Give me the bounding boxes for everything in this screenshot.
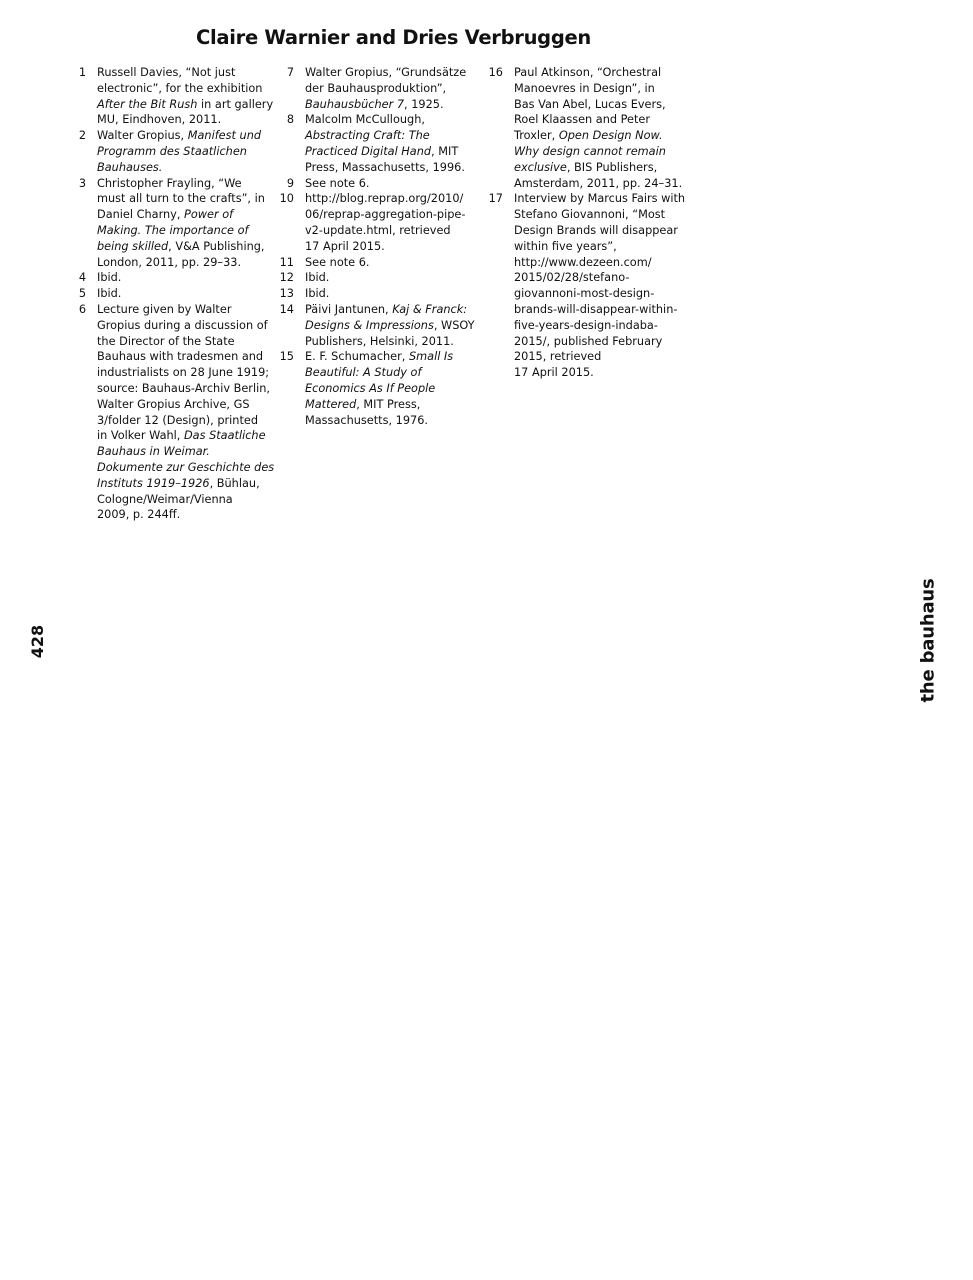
text-segment: Cologne/Weimar/Vienna [97, 492, 233, 506]
footnote-line [305, 334, 478, 350]
text-segment: 17 April 2015. [514, 366, 594, 380]
page-number-container [20, 623, 56, 659]
footnote-line [514, 65, 689, 81]
italic-text: Why design cannot remain [514, 144, 666, 158]
footnote-number: 2 [78, 129, 86, 143]
italic-text: Economics As If People [305, 381, 436, 395]
text-segment: Amsterdam, 2011, pp. 24–31. [514, 176, 683, 190]
footnote-text [305, 65, 478, 112]
footnote-15 [268, 349, 478, 428]
footnote-number: 9 [286, 176, 294, 190]
notes-column-1 [60, 65, 275, 523]
footnote-line [514, 176, 689, 192]
footnote-number: 13 [279, 287, 294, 301]
footnote-text [97, 176, 270, 271]
text-segment: See note 6. [305, 255, 370, 269]
footnote-text [305, 112, 478, 175]
italic-text: Bauhauses. [97, 160, 163, 174]
footnote-line [514, 207, 689, 223]
footnote-line [514, 349, 689, 365]
text-segment: electronic”, for the exhibition [97, 81, 263, 95]
italic-text: being skilled [97, 239, 169, 253]
footnote-line [97, 176, 270, 192]
footnote-line [97, 492, 274, 508]
footnote-line [97, 413, 274, 429]
footnote-text [97, 65, 273, 128]
text-segment: v2-update.html, retrieved [305, 223, 451, 237]
footnote-line [514, 144, 689, 160]
footnote-number: 11 [279, 255, 294, 269]
footnote-line [97, 381, 274, 397]
italic-text: Dokumente zur Geschichte des [97, 460, 275, 474]
footnote-line [514, 255, 689, 271]
text-segment: , V&A Publishing, [168, 239, 265, 253]
italic-text: Programm des Staatlichen [97, 144, 247, 158]
footnote-14 [268, 302, 478, 349]
text-segment: Bauhaus with tradesmen and [97, 350, 264, 364]
text-segment: Ibid. [305, 287, 330, 301]
footnote-text [305, 302, 478, 349]
footnote-2 [60, 128, 270, 175]
text-segment: Walter Gropius Archive, GS [97, 397, 250, 411]
running-title-container [906, 577, 950, 703]
footnote-line [305, 239, 478, 255]
footnote-line [514, 81, 689, 97]
footnote-number: 7 [286, 66, 294, 79]
footnote-line [305, 223, 478, 239]
footnote-number: 4 [78, 271, 86, 285]
text-segment: http://blog.reprap.org/2010/ [305, 192, 464, 206]
running-title: the bauhaus [917, 577, 939, 703]
text-segment: Troxler, [514, 129, 559, 143]
footnote-text [305, 270, 478, 286]
footnote-line [305, 81, 478, 97]
text-segment: Russell Davies, “Not just [97, 66, 236, 79]
footnote-line [97, 286, 270, 302]
italic-text: Designs & Impressions [305, 318, 434, 332]
footnote-3 [60, 176, 270, 271]
text-segment: must all turn to the crafts”, in [97, 192, 265, 206]
text-segment: 17 April 2015. [305, 239, 385, 253]
footnote-line [305, 65, 478, 81]
footnote-line [305, 144, 478, 160]
italic-text: After the Bit Rush [97, 97, 198, 111]
text-segment: http://www.dezeen.com/ [514, 255, 652, 269]
footnote-line [514, 97, 689, 113]
footnote-line [514, 318, 689, 334]
text-segment: in art gallery [197, 97, 274, 111]
footnote-text [97, 302, 274, 523]
text-segment: Press, Massachusetts, 1996. [305, 160, 465, 174]
page-number: 428 [28, 624, 48, 658]
italic-text: Manifest und [187, 129, 262, 143]
text-segment: five-years-design-indaba- [514, 318, 658, 332]
footnote-16 [477, 65, 689, 191]
footnote-11 [268, 255, 478, 271]
footnote-line [305, 286, 478, 302]
footnote-line [305, 318, 478, 334]
footnote-line [97, 365, 274, 381]
text-segment: 2015/, published February [514, 334, 663, 348]
footnote-text [305, 349, 478, 428]
footnote-line [97, 507, 274, 523]
footnote-line [305, 413, 478, 429]
text-segment: brands-will-disappear-within- [514, 302, 678, 316]
footnote-line [305, 97, 478, 113]
footnote-line [97, 476, 274, 492]
footnote-line [305, 128, 478, 144]
text-segment: within five years”, [514, 239, 617, 253]
footnote-17 [477, 191, 689, 381]
text-segment: 2009, p. 244ff. [97, 508, 181, 522]
footnote-line [305, 270, 478, 286]
footnote-line [514, 270, 689, 286]
italic-text: Beautiful: A Study of [305, 366, 422, 380]
text-segment: 3/folder 12 (Design), printed [97, 413, 259, 427]
footnote-number: 16 [488, 66, 503, 79]
text-segment: Massachusetts, 1976. [305, 413, 428, 427]
text-segment: Päivi Jantunen, [305, 302, 393, 316]
text-segment: , MIT Press, [356, 397, 421, 411]
footnote-text [97, 128, 270, 175]
footnote-line [305, 255, 478, 271]
footnote-line [305, 112, 478, 128]
footnote-text [514, 191, 689, 381]
text-segment: E. F. Schumacher, [305, 350, 409, 364]
footnote-5 [60, 286, 270, 302]
footnote-line [97, 428, 274, 444]
footnote-text [97, 270, 270, 286]
footnote-line [305, 207, 478, 223]
footnote-line [514, 365, 689, 381]
text-segment: Publishers, Helsinki, 2011. [305, 334, 454, 348]
footnote-line [97, 460, 274, 476]
text-segment: Lecture given by Walter [97, 302, 232, 316]
text-segment: 06/reprap-aggregation-pipe- [305, 208, 466, 222]
footnote-line [97, 65, 273, 81]
text-segment: Stefano Giovannoni, “Most [514, 208, 666, 222]
footnote-number: 14 [279, 302, 294, 316]
footnote-line [305, 191, 478, 207]
footnote-line [97, 349, 274, 365]
footnote-line [514, 239, 689, 255]
footnote-text [305, 286, 478, 302]
italic-text: Open Design Now. [558, 129, 663, 143]
footnote-line [97, 302, 274, 318]
footnote-text [305, 255, 478, 271]
footnote-line [305, 176, 478, 192]
footnote-number: 1 [78, 66, 86, 79]
footnote-12 [268, 270, 478, 286]
italic-text: Making. The importance of [97, 223, 249, 237]
footnote-line [514, 302, 689, 318]
italic-text: Practiced Digital Hand [305, 144, 432, 158]
italic-text: Small Is [408, 350, 454, 364]
footnote-line [305, 349, 478, 365]
footnote-text [305, 176, 478, 192]
italic-text: Instituts 1919–1926 [97, 476, 210, 490]
footnote-13 [268, 286, 478, 302]
footnote-number: 10 [279, 192, 294, 206]
text-segment: , WSOY [433, 318, 475, 332]
text-segment: , Bühlau, [209, 476, 260, 490]
footnote-line [97, 128, 270, 144]
text-segment: See note 6. [305, 176, 370, 190]
footnote-number: 12 [279, 271, 294, 285]
footnote-line [305, 365, 478, 381]
footnote-number: 17 [488, 192, 503, 206]
footnote-text [305, 191, 478, 254]
footnote-line [97, 144, 270, 160]
footnote-number: 15 [279, 350, 294, 364]
text-segment: Ibid. [97, 287, 122, 301]
text-segment: Malcolm McCullough, [305, 113, 425, 127]
footnote-line [97, 334, 274, 350]
footnote-line [97, 207, 270, 223]
text-segment: , BIS Publishers, [566, 160, 658, 174]
page-title: Claire Warnier and Dries Verbruggen [196, 26, 592, 49]
text-segment: , MIT [431, 144, 459, 158]
italic-text: Mattered [305, 397, 357, 411]
footnote-1 [60, 65, 274, 128]
footnote-line [97, 81, 273, 97]
text-segment: giovannoni-most-design- [514, 287, 655, 301]
italic-text: Bauhaus in Weimar. [97, 445, 210, 459]
notes-column-2 [268, 65, 478, 428]
text-segment: MU, Eindhoven, 2011. [97, 113, 222, 127]
footnote-text [514, 65, 689, 191]
text-segment: in Volker Wahl, [97, 429, 184, 443]
text-segment: London, 2011, pp. 29–33. [97, 255, 242, 269]
footnote-line [97, 239, 270, 255]
footnote-line [514, 160, 689, 176]
footnote-7 [268, 65, 478, 112]
text-segment: Design Brands will disappear [514, 223, 678, 237]
footnote-line [514, 191, 689, 207]
footnote-line [305, 381, 478, 397]
footnote-line [97, 318, 274, 334]
text-segment: , 1925. [404, 97, 444, 111]
footnote-line [97, 255, 270, 271]
footnote-number: 3 [78, 176, 86, 190]
footnote-line [97, 191, 270, 207]
text-segment: 2015, retrieved [514, 350, 602, 364]
italic-text: Bauhausbücher 7 [305, 97, 405, 111]
text-segment: Christopher Frayling, “We [97, 176, 242, 190]
text-segment: Walter Gropius, “Grundsätze [305, 66, 467, 79]
footnote-line [514, 112, 689, 128]
footnote-4 [60, 270, 270, 286]
text-segment: der Bauhausproduktion”, [305, 81, 447, 95]
footnote-line [305, 302, 478, 318]
footnote-line [97, 112, 273, 128]
footnote-line [514, 223, 689, 239]
italic-text: Kaj & Franck: [392, 302, 468, 316]
footnote-line [97, 97, 273, 113]
text-segment: Walter Gropius, [97, 129, 188, 143]
text-segment: source: Bauhaus-Archiv Berlin, [97, 381, 270, 395]
footnote-number: 6 [78, 302, 86, 316]
text-segment: 2015/02/28/stefano- [514, 271, 630, 285]
footnote-line [305, 397, 478, 413]
footnote-8 [268, 112, 478, 175]
footnote-line [514, 286, 689, 302]
italic-text: Power of [184, 208, 234, 222]
text-segment: Bas Van Abel, Lucas Evers, [514, 97, 666, 111]
footnote-number: 8 [286, 113, 294, 127]
footnote-line [514, 128, 689, 144]
italic-text: Das Staatliche [183, 429, 266, 443]
footnote-line [97, 223, 270, 239]
text-segment: Daniel Charny, [97, 208, 185, 222]
text-segment: Paul Atkinson, “Orchestral [514, 66, 662, 79]
footnote-10 [268, 191, 478, 254]
notes-column-3 [477, 65, 689, 381]
text-segment: Ibid. [97, 271, 122, 285]
footnote-line [514, 334, 689, 350]
italic-text: exclusive [514, 160, 567, 174]
text-segment: Interview by Marcus Fairs with [514, 192, 686, 206]
text-segment: industrialists on 28 June 1919; [97, 366, 270, 380]
text-segment: Gropius during a discussion of [97, 318, 268, 332]
text-segment: Ibid. [305, 271, 330, 285]
text-segment: the Director of the State [97, 334, 235, 348]
footnote-line [97, 397, 274, 413]
italic-text: Abstracting Craft: The [305, 129, 430, 143]
footnote-9 [268, 176, 478, 192]
footnote-line [97, 444, 274, 460]
footnote-line [305, 160, 478, 176]
footnote-line [97, 270, 270, 286]
text-segment: Manoevres in Design”, in [514, 81, 655, 95]
footnote-line [97, 160, 270, 176]
text-segment: Roel Klaassen and Peter [514, 113, 651, 127]
footnote-6 [60, 302, 275, 523]
footnote-text [97, 286, 270, 302]
footnote-number: 5 [78, 287, 86, 301]
